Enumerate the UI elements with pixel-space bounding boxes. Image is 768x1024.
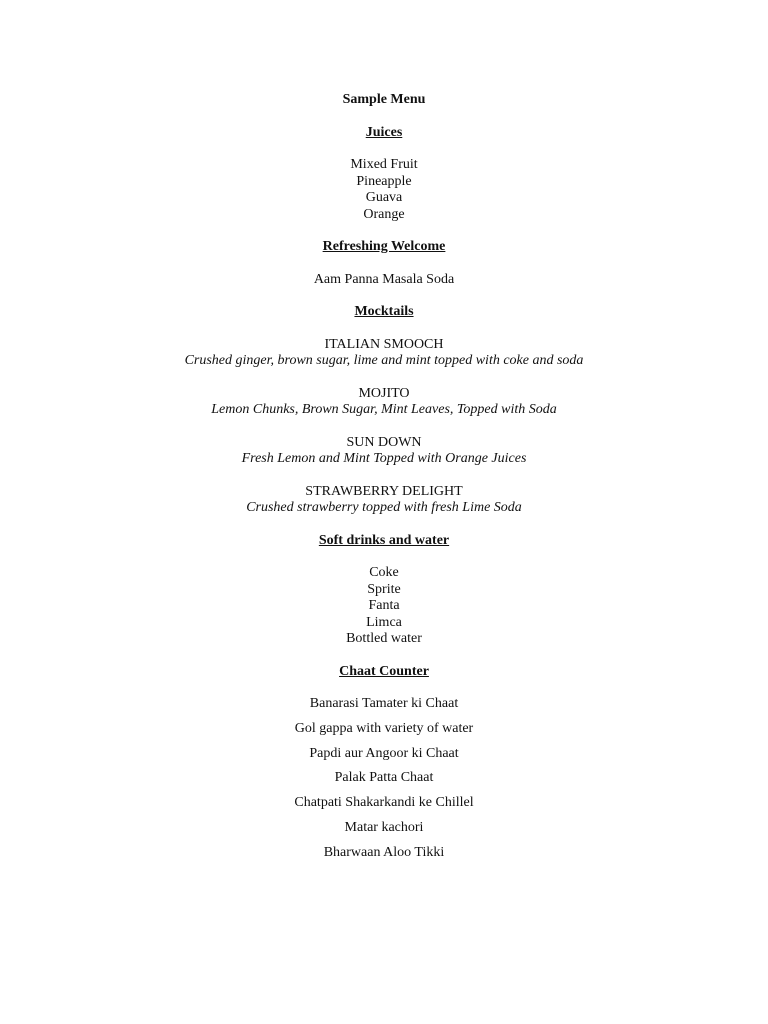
mocktail-item bbox=[0, 337, 768, 370]
mocktail-description: Crushed strawberry topped with fresh Lime Soda bbox=[246, 500, 522, 515]
menu-document bbox=[0, 92, 768, 870]
list-item: Sprite bbox=[367, 581, 401, 597]
list-item: Aam Panna Masala Soda bbox=[313, 271, 455, 287]
section-heading-welcome: Refreshing Welcome bbox=[322, 239, 446, 254]
section-heading-soft-drinks: Soft drinks and water bbox=[318, 532, 450, 548]
mocktail-description: Crushed ginger, brown sugar, lime and mint topped with coke and soda bbox=[184, 353, 584, 368]
mocktail-name: SUN DOWN bbox=[346, 434, 422, 450]
list-item: Chatpati Shakarkandi ke Chillel bbox=[294, 795, 474, 811]
list-item: Gol gappa with variety of water bbox=[294, 720, 474, 736]
list-item: Matar kachori bbox=[344, 819, 424, 835]
section-heading-mocktails: Mocktails bbox=[354, 304, 414, 319]
mocktail-name: STRAWBERRY DELIGHT bbox=[305, 483, 463, 499]
list-item: Bottled water bbox=[346, 631, 422, 646]
mocktail-description: Fresh Lemon and Mint Topped with Orange Juices bbox=[241, 451, 527, 466]
list-item: Banarasi Tamater ki Chaat bbox=[309, 696, 459, 711]
list-item: Papdi aur Angoor ki Chaat bbox=[309, 745, 459, 761]
section-heading-juices: Juices bbox=[365, 124, 403, 140]
mocktail-item bbox=[0, 386, 768, 419]
list-item: Limca bbox=[366, 614, 402, 630]
juices-list bbox=[0, 157, 768, 223]
welcome-list bbox=[0, 272, 768, 289]
list-item: Pineapple bbox=[356, 173, 412, 189]
list-item: Coke bbox=[369, 565, 399, 580]
list-item: Palak Patta Chaat bbox=[334, 770, 434, 786]
list-item: Mixed Fruit bbox=[350, 157, 418, 172]
section-heading-chaat: Chaat Counter bbox=[339, 663, 429, 679]
mocktail-item bbox=[0, 435, 768, 468]
soft-drinks-list bbox=[0, 565, 768, 648]
list-item: Fanta bbox=[368, 598, 400, 613]
mocktail-description: Lemon Chunks, Brown Sugar, Mint Leaves, Topped with Soda bbox=[211, 402, 557, 417]
chaat-list bbox=[0, 696, 768, 861]
mocktail-name: MOJITO bbox=[358, 385, 410, 401]
list-item: Orange bbox=[363, 206, 405, 222]
page-title: Sample Menu bbox=[342, 92, 426, 107]
mocktail-name: ITALIAN SMOOCH bbox=[324, 336, 444, 352]
mocktail-item bbox=[0, 484, 768, 517]
list-item: Bharwaan Aloo Tikki bbox=[323, 844, 445, 860]
list-item: Guava bbox=[365, 190, 403, 205]
